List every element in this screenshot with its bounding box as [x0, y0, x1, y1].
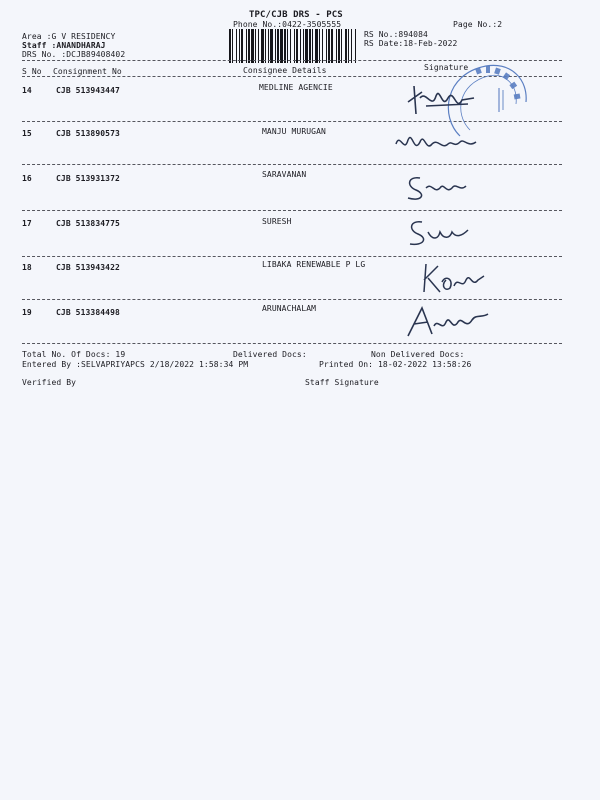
verified-by: Verified By	[22, 378, 77, 387]
total-docs: Total No. Of Docs: 19	[22, 350, 126, 359]
row-sno: 19	[22, 308, 32, 317]
row-divider	[22, 210, 562, 211]
row-divider	[22, 256, 562, 257]
staff-label: Staff :ANANDHARAJ	[22, 41, 106, 50]
barcode-image	[229, 29, 358, 63]
signature-row-15	[392, 126, 482, 160]
signature-row-17	[404, 214, 474, 252]
row-consignment: CJB 513834775	[56, 219, 120, 228]
printed-on: Printed On: 18-02-2022 13:58:26	[319, 360, 472, 369]
row-consignment: CJB 513931372	[56, 174, 120, 183]
column-sno: S No	[22, 67, 42, 76]
non-delivered-docs: Non Delivered Docs:	[371, 350, 465, 359]
staff-signature: Staff Signature	[305, 378, 379, 387]
signature-row-19	[404, 302, 492, 340]
row-sno: 18	[22, 263, 32, 272]
row-divider	[22, 299, 562, 300]
drs-number: DRS No. :DCJB89408402	[22, 50, 126, 59]
row-consignee: MEDLINE AGENCIE	[259, 83, 333, 92]
table-bottom-divider	[22, 343, 562, 344]
row-consignee: ARUNACHALAM	[262, 304, 317, 313]
column-consignment: Consignment No	[53, 67, 122, 76]
signature-row-16	[402, 168, 472, 206]
signature-row-18	[418, 260, 488, 296]
signature-row-14	[402, 80, 482, 118]
entered-by: Entered By :SELVAPRIYAPCS 2/18/2022 1:58:34 PM	[22, 360, 249, 369]
row-sno: 17	[22, 219, 32, 228]
delivered-docs: Delivered Docs:	[233, 350, 307, 359]
row-consignee: MANJU MURUGAN	[262, 127, 326, 136]
rs-number: RS No.:894084	[364, 30, 428, 39]
column-consignee: Consignee Details	[243, 66, 327, 75]
page-number: Page No.:2	[453, 20, 503, 29]
row-consignment: CJB 513890573	[56, 129, 120, 138]
row-sno: 16	[22, 174, 32, 183]
header-divider	[22, 60, 562, 61]
rs-date: RS Date:18-Feb-2022	[364, 39, 458, 48]
row-consignee: SURESH	[262, 217, 292, 226]
row-divider	[22, 164, 562, 165]
row-sno: 15	[22, 129, 32, 138]
row-consignment: CJB 513943447	[56, 86, 120, 95]
document-title: TPC/CJB DRS - PCS	[249, 10, 343, 20]
row-consignment: CJB 513943422	[56, 263, 120, 272]
phone-number: Phone No.:0422-3505555	[233, 20, 342, 29]
area-label: Area :G V RESIDENCY	[22, 32, 116, 41]
row-consignee: SARAVANAN	[262, 170, 307, 179]
row-sno: 14	[22, 86, 32, 95]
row-consignee: LIBAKA RENEWABLE P LG	[262, 260, 366, 269]
column-signature: Signature	[424, 63, 469, 72]
row-consignment: CJB 513384498	[56, 308, 120, 317]
